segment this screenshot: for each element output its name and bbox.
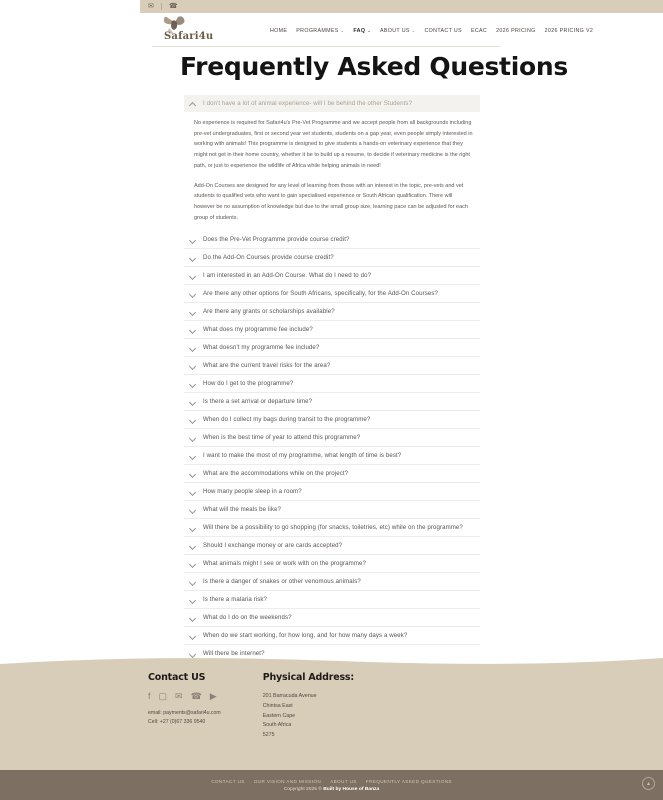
chevron-down-icon [189,470,196,477]
phone-icon[interactable]: ☎ [190,691,202,701]
chevron-down-icon [189,398,196,405]
chevron-down-icon [189,290,196,297]
footer-columns [148,672,548,741]
faq-question-label: How many people sleep in a room? [203,488,302,496]
faq-item [184,411,480,429]
chevron-down-icon [189,452,196,459]
bottom-bar [0,770,663,800]
faq-question-label: When is the best time of year to attend this programme? [203,434,361,442]
faq-question-header[interactable] [184,393,480,410]
address-line: Eastern Cape [262,712,296,719]
faq-question-header[interactable] [184,267,480,284]
faq-question-label: Should I exchange money or are cards accepted? [203,542,343,550]
chevron-down-icon: ⌄ [367,28,372,33]
chevron-down-icon [189,578,196,585]
left-gutter [0,0,140,660]
faq-item [184,483,480,501]
faq-item [184,501,480,519]
faq-item [184,393,480,411]
faq-item [184,573,480,591]
address-line: 5275 [262,732,275,739]
faq-question-header[interactable] [184,573,480,590]
faq-question-label: What do I do on the weekends? [203,614,292,622]
faq-question-header[interactable] [184,483,480,500]
faq-item [184,303,480,321]
faq-question-label: What will the meals be like? [203,506,281,514]
faq-question-header[interactable] [184,627,480,644]
faq-question-label: I am interested in an Add-On Course. What do I need to do? [203,272,372,280]
faq-question-header[interactable] [184,555,480,572]
faq-item [184,267,480,285]
chevron-down-icon [189,506,196,513]
bottom-link-contact-us[interactable]: CONTACT US [211,778,245,784]
faq-item [184,555,480,573]
footer-contact-column [148,672,221,741]
address-line: 201 Barracuda Avenue [262,693,317,699]
page-title: Frequently Asked Questions [180,52,568,81]
nav-item-label: HOME [270,27,288,34]
faq-item [184,285,480,303]
chevron-down-icon [189,308,196,315]
faq-item [184,519,480,537]
faq-question-label: What does my programme fee include? [203,326,313,334]
faq-answer-body [184,112,480,231]
top-utility-bar [140,0,663,13]
nav-item-about-us[interactable] [380,28,415,34]
faq-item [184,249,480,267]
chevron-down-icon [189,254,196,261]
chevron-up-icon: ▲ [646,780,651,787]
site-header [140,13,663,48]
faq-item [184,357,480,375]
chevron-down-icon [189,380,196,387]
address-lines [263,692,354,741]
youtube-icon[interactable]: ▶ [209,691,217,701]
divider [161,3,162,10]
faq-question-label: Is there a danger of snakes or other venomous animals? [203,578,361,586]
faq-question-header[interactable] [184,339,480,356]
nav-item-2026-pricing[interactable] [496,28,536,34]
faq-item [184,447,480,465]
site-logo[interactable] [152,15,224,48]
faq-item [184,339,480,357]
faq-question-header[interactable] [184,285,480,302]
faq-question-header[interactable] [184,249,480,266]
faq-question-header[interactable] [184,411,480,428]
facebook-icon[interactable]: f [148,691,151,701]
faq-question-header[interactable] [184,465,480,482]
faq-item [184,537,480,555]
faq-question-label: What are the accommodations while on the project? [203,470,349,478]
faq-question-label: Does the Pre-Vet Programme provide course credit? [203,236,350,244]
chevron-down-icon [189,524,196,531]
chevron-down-icon [189,272,196,279]
chevron-down-icon [189,542,196,549]
nav-item-contact-us[interactable] [425,28,462,34]
nav-item-ecac[interactable] [471,28,487,34]
footer-cell[interactable]: Cell: +27 (0)67 336 9540 [148,719,206,726]
chevron-down-icon [189,632,196,639]
faq-question-label: Will there be internet? [203,650,265,658]
faq-question-header[interactable] [184,357,480,374]
address-title: Physical Address: [262,672,354,683]
faq-item [184,375,480,393]
phone-icon[interactable]: ☎ [168,3,178,10]
faq-question-label: I want to make the most of my programme, what length of time is best? [203,452,402,460]
nav-item-programmes[interactable] [296,28,344,34]
faq-question-label: What doesn't my programme fee include? [203,344,320,352]
faq-question-header[interactable] [184,375,480,392]
copyright-text [284,787,379,792]
chevron-down-icon: ⌄ [340,28,345,33]
faq-item-open [184,95,480,231]
faq-question-header[interactable] [184,321,480,338]
chevron-down-icon [189,560,196,567]
address-line: South Africa [262,722,292,729]
faq-item [184,627,480,645]
faq-question-label: Are there any grants or scholarships available? [203,308,335,316]
faq-question-header[interactable] [184,303,480,320]
bottom-link-about-us[interactable]: ABOUT US [330,778,357,784]
faq-item [184,591,480,609]
faq-question-label: I don't have a lot of animal experience- will I be behind the other Students? [203,100,413,107]
faq-question-header[interactable] [184,95,480,112]
brand-name: Safari4u [164,31,214,42]
chevron-down-icon [189,236,196,243]
chevron-down-icon [189,362,196,369]
footer-address-column [263,672,354,741]
nav-item-label: 2026 PRICING [496,27,536,34]
scroll-to-top-button[interactable] [642,777,655,790]
faq-collapsed-list [184,231,480,699]
nav-item-2026-pricing-v2[interactable] [545,28,594,34]
copyright-prefix: Copyright 2025 © [283,786,324,792]
nav-item-label: PROGRAMMES [296,27,339,34]
faq-question-label: How do I get to the programme? [203,380,294,388]
chevron-up-icon [189,100,196,107]
nav-item-label: ABOUT US [380,27,410,34]
faq-item [184,609,480,627]
nav-item-faq[interactable] [353,28,371,34]
nav-item-home[interactable] [270,28,287,34]
faq-question-label: When do I collect my bags during transit to the programme? [203,416,371,424]
bottom-link-frequently-asked-questions[interactable]: FREQUENTLY ASKED QUESTIONS [365,778,452,784]
main-content [140,48,663,699]
faq-question-label: Will there be a possibility to go shopping (for snacks, toiletries, etc) while on the programme? [203,524,463,532]
chevron-down-icon [189,596,196,603]
curve-shape [0,658,663,672]
bottom-link-our-vision-and-mission[interactable]: OUR VISION AND MISSION [253,778,322,784]
copyright-credit: Built by House of Banza [323,786,380,792]
faq-answer-paragraph: Add-On Courses are designed for any level of learning from those with an interest in the topic, pre-vets and vet students to qualified vets who want to gain specialised experience or South African qualification. There will however be no assumption of knowledge but due to the small group size, learning pace can be adjusted for each group of students. [194,182,468,221]
footer-email[interactable]: email: payments@safari4u.com [148,710,221,716]
faq-item [184,465,480,483]
main-navigation [270,13,593,48]
faq-answer-paragraph: No experience is required for Safari4u's Pre-Vet Programme and we accept people from all backgrounds including pre-vet undergraduates, first or second year vet students, students on a gap year, even people simply interested in working with animals! This programme is designed to give students a hands-on veterinary experience that they might not get in their home country, whether it be to build up a resume, to decide if veterinary medicine is the right path, or just to experience the wildlife of Africa while helping animals in need! [194,120,473,169]
faq-question-header[interactable] [184,609,480,626]
nav-item-label: FAQ [353,27,366,34]
faq-question-header[interactable] [184,501,480,518]
faq-question-label: What are the current travel risks for the area? [203,362,331,370]
address-line: Chintsa East [262,702,293,709]
faq-question-header[interactable] [184,447,480,464]
chevron-down-icon [189,344,196,351]
faq-question-header[interactable] [184,429,480,446]
faq-question-label: Do the Add-On Courses provide course credit? [203,254,334,262]
chevron-down-icon [189,650,196,657]
faq-accordion [184,95,480,699]
header-divider [152,46,500,47]
faq-question-header[interactable] [184,519,480,536]
faq-item [184,321,480,339]
chevron-down-icon [189,614,196,621]
email-icon[interactable]: ✉ [175,691,183,701]
faq-question-label: What animals might I see or work with on the programme? [203,560,366,568]
faq-question-header[interactable] [184,591,480,608]
faq-question-header[interactable] [184,537,480,554]
faq-question-header[interactable] [184,231,480,248]
faq-question-label: Is there a malaria risk? [203,596,268,604]
faq-question-label: Are there any other options for South Africans, specifically, for the Add-On Courses? [203,290,438,298]
chevron-down-icon: ⌄ [411,28,416,33]
bottom-links [211,779,452,784]
faq-question-label: Is there a set arrival or departure time? [203,398,313,406]
nav-item-label: ECAC [470,27,488,34]
footer-top-curve [0,658,663,672]
faq-question-label: When do we start working, for how long, and for how many days a week? [203,632,408,640]
chevron-down-icon [189,488,196,495]
contact-title: Contact US [148,672,206,683]
envelope-icon[interactable]: ✉ [148,3,154,10]
faq-item [184,429,480,447]
footer-band [0,658,663,770]
nav-item-label: 2026 PRICING V2 [544,27,594,34]
instagram-icon[interactable]: ▢ [158,691,168,701]
faq-item [184,231,480,249]
social-links [148,692,221,701]
chevron-down-icon [189,416,196,423]
nav-item-label: CONTACT US [424,27,462,34]
chevron-down-icon [189,434,196,441]
chevron-down-icon [189,326,196,333]
